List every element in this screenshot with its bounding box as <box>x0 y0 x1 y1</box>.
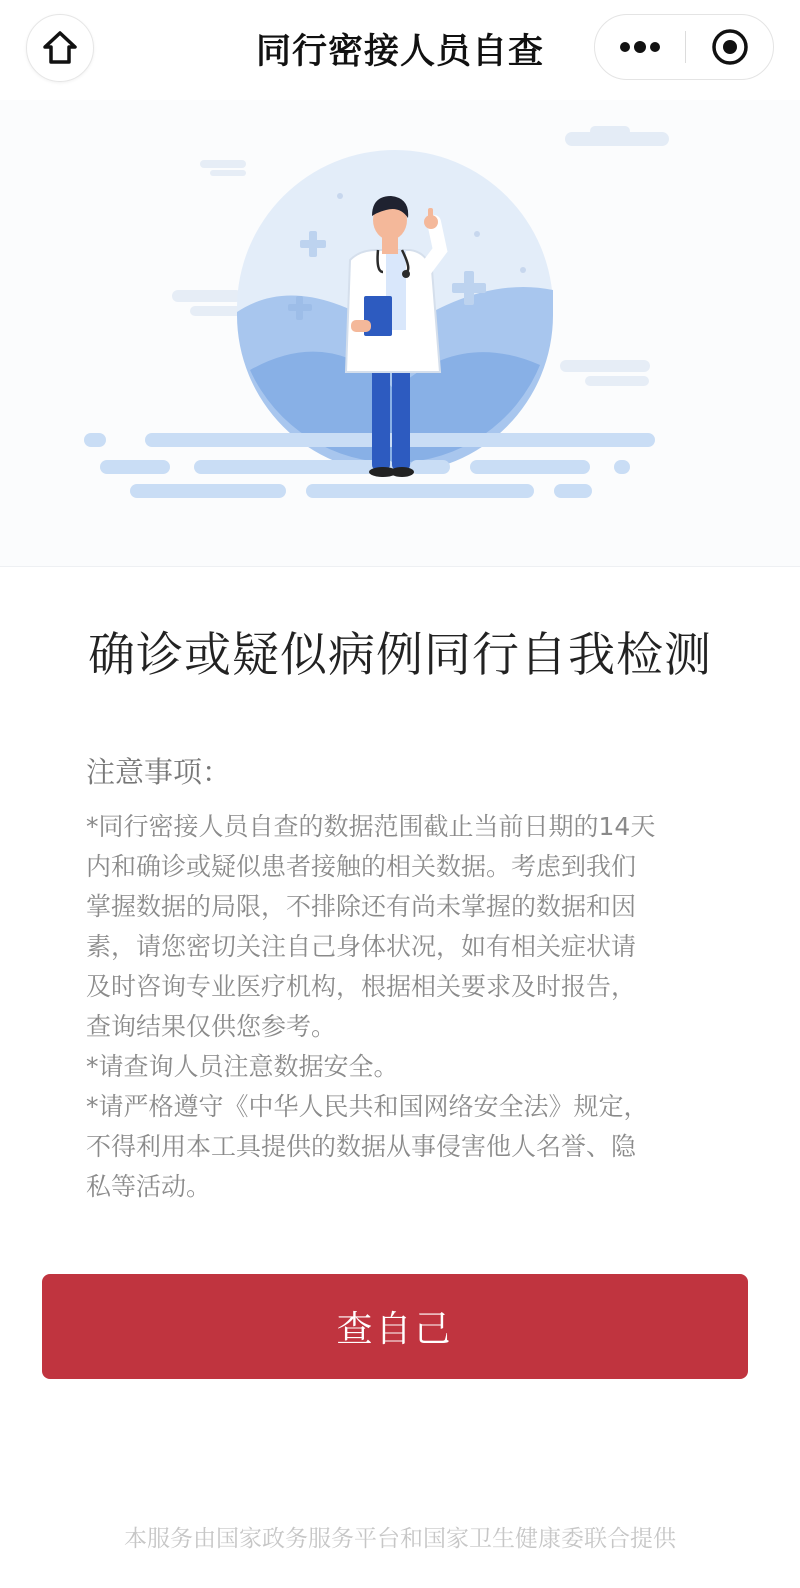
notice-section <box>86 750 716 1207</box>
page-title: 同行密接人员自查 <box>255 32 544 72</box>
page-heading: 确诊或疑似病例同行自我检测 <box>88 628 712 683</box>
notice-line: 查询结果仅供您参考。 <box>86 1012 337 1041</box>
check-self-button[interactable]: 查自己 <box>42 1274 748 1379</box>
navigation-bar <box>0 0 800 100</box>
notice-line: 不得利用本工具提供的数据从事侵害他人名誉、隐 <box>86 1132 637 1161</box>
footer-provider-text: 本服务由国家政务服务平台和国家卫生健康委联合提供 <box>124 1526 676 1552</box>
notice-line: 私等活动。 <box>86 1172 212 1201</box>
close-button[interactable] <box>686 15 774 79</box>
notice-line: *请查询人员注意数据安全。 <box>86 1052 399 1081</box>
hero-banner <box>0 100 800 567</box>
notice-body <box>86 807 716 1207</box>
notice-line: 内和确诊或疑似患者接触的相关数据。考虑到我们 <box>86 852 637 881</box>
mini-program-capsule <box>594 14 774 80</box>
notice-line: *请严格遵守《中华人民共和国网络安全法》规定， <box>86 1092 649 1121</box>
notice-line: 掌握数据的局限，不排除还有尚未掌握的数据和因 <box>86 892 637 921</box>
notice-line: 及时咨询专业医疗机构，根据相关要求及时报告， <box>86 972 637 1001</box>
notice-line: 素，请您密切关注自己身体状况，如有相关症状请 <box>86 932 637 961</box>
more-button[interactable] <box>595 15 685 79</box>
notice-title: 注意事项： <box>86 755 232 789</box>
mini-program-close-icon <box>710 27 750 67</box>
more-dots-icon <box>618 40 662 54</box>
doctor-illustration <box>0 100 800 566</box>
notice-line: *同行密接人员自查的数据范围截止当前日期的14天 <box>86 812 656 841</box>
